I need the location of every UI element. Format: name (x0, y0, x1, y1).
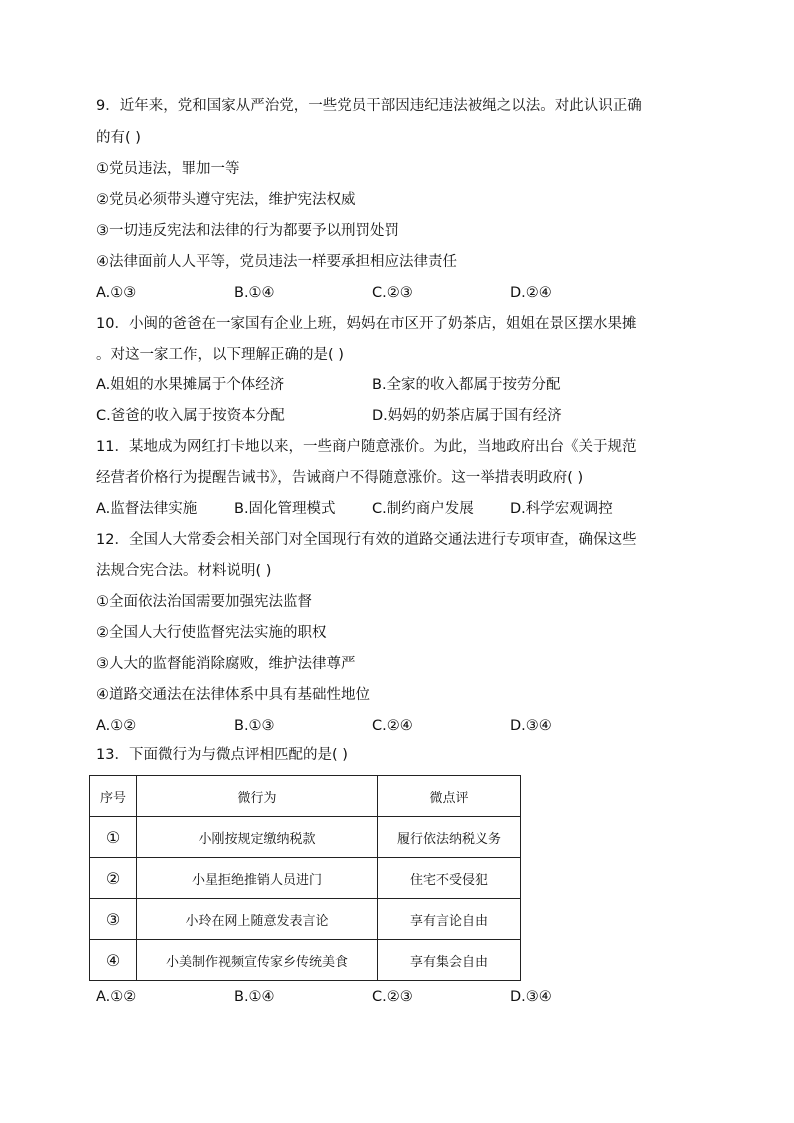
q13-option-c[interactable]: C.②③ (372, 989, 413, 1005)
q12-item-3: ③人大的监督能消除腐败，维护法律尊严 (96, 656, 356, 672)
q11-option-b[interactable]: B.固化管理模式 (234, 501, 336, 517)
q9-option-b[interactable]: B.①④ (234, 285, 275, 301)
q13-stem: 13．下面微行为与微点评相匹配的是( ) (96, 747, 348, 763)
q12-option-a[interactable]: A.①② (96, 718, 137, 734)
table-cell-comment: 住宅不受侵犯 (378, 858, 521, 899)
table-cell-behavior: 小星拒绝推销人员进门 (137, 858, 378, 899)
table-header-behavior: 微行为 (137, 776, 378, 817)
table-header-index: 序号 (90, 776, 137, 817)
q12-stem-line1: 12．全国人大常委会相关部门对全国现行有效的道路交通法进行专项审查，确保这些 (96, 532, 637, 548)
q9-stem-line2: 的有( ) (96, 130, 141, 146)
q12-option-d[interactable]: D.③④ (510, 718, 552, 734)
q12-stem-line2: 法规合宪合法。材料说明( ) (96, 563, 272, 579)
q11-option-c[interactable]: C.制约商户发展 (372, 501, 474, 517)
q11-option-a[interactable]: A.监督法律实施 (96, 501, 198, 517)
table-row (90, 940, 521, 981)
table-cell-behavior: 小美制作视频宣传家乡传统美食 (137, 940, 378, 981)
q13-option-a[interactable]: A.①② (96, 989, 137, 1005)
table-cell-behavior: 小玲在网上随意发表言论 (137, 899, 378, 940)
table-header-row (90, 776, 521, 817)
q11-stem-line1: 11．某地成为网红打卡地以来，一些商户随意涨价。为此，当地政府出台《关于规范 (96, 439, 637, 455)
q12-option-b[interactable]: B.①③ (234, 718, 275, 734)
q9-option-d[interactable]: D.②④ (510, 285, 552, 301)
table-row (90, 817, 521, 858)
q9-option-c[interactable]: C.②③ (372, 285, 413, 301)
table-cell-comment: 享有集会自由 (378, 940, 521, 981)
q13-table (89, 775, 521, 981)
q12-item-4: ④道路交通法在法律体系中具有基础性地位 (96, 687, 370, 703)
q9-item-2: ②党员必须带头遵守宪法，维护宪法权威 (96, 192, 356, 208)
q9-item-1: ①党员违法，罪加一等 (96, 161, 240, 177)
q10-stem-line2: 。对这一家工作，以下理解正确的是( ) (96, 347, 344, 363)
q9-item-3: ③一切违反宪法和法律的行为都要予以刑罚处罚 (96, 223, 399, 239)
table-row (90, 899, 521, 940)
q10-option-a[interactable]: A.姐姐的水果摊属于个体经济 (96, 377, 285, 393)
q9-stem-line1: 9．近年来，党和国家从严治党，一些党员干部因违纪违法被绳之以法。对此认识正确 (96, 98, 642, 114)
table-cell-index: ③ (90, 899, 137, 940)
q10-option-d[interactable]: D.妈妈的奶茶店属于国有经济 (372, 408, 562, 424)
table-cell-comment: 履行依法纳税义务 (378, 817, 521, 858)
table-cell-comment: 享有言论自由 (378, 899, 521, 940)
q11-option-d[interactable]: D.科学宏观调控 (510, 501, 613, 517)
table-cell-index: ④ (90, 940, 137, 981)
q10-option-c[interactable]: C.爸爸的收入属于按资本分配 (96, 408, 285, 424)
table-cell-index: ② (90, 858, 137, 899)
q13-option-b[interactable]: B.①④ (234, 989, 275, 1005)
q12-item-2: ②全国人大行使监督宪法实施的职权 (96, 625, 327, 641)
q10-stem-line1: 10．小闽的爸爸在一家国有企业上班，妈妈在市区开了奶茶店，姐姐在景区摆水果摊 (96, 316, 637, 332)
q9-option-a[interactable]: A.①③ (96, 285, 137, 301)
q9-item-4: ④法律面前人人平等，党员违法一样要承担相应法律责任 (96, 254, 457, 270)
q13-option-d[interactable]: D.③④ (510, 989, 552, 1005)
q12-option-c[interactable]: C.②④ (372, 718, 413, 734)
q11-stem-line2: 经营者价格行为提醒告诫书》，告诫商户不得随意涨价。这一举措表明政府( ) (96, 470, 584, 486)
q12-item-1: ①全面依法治国需要加强宪法监督 (96, 594, 312, 610)
table-cell-index: ① (90, 817, 137, 858)
table-cell-behavior: 小刚按规定缴纳税款 (137, 817, 378, 858)
table-row (90, 858, 521, 899)
table-header-comment: 微点评 (378, 776, 521, 817)
q10-option-b[interactable]: B.全家的收入都属于按劳分配 (372, 377, 561, 393)
